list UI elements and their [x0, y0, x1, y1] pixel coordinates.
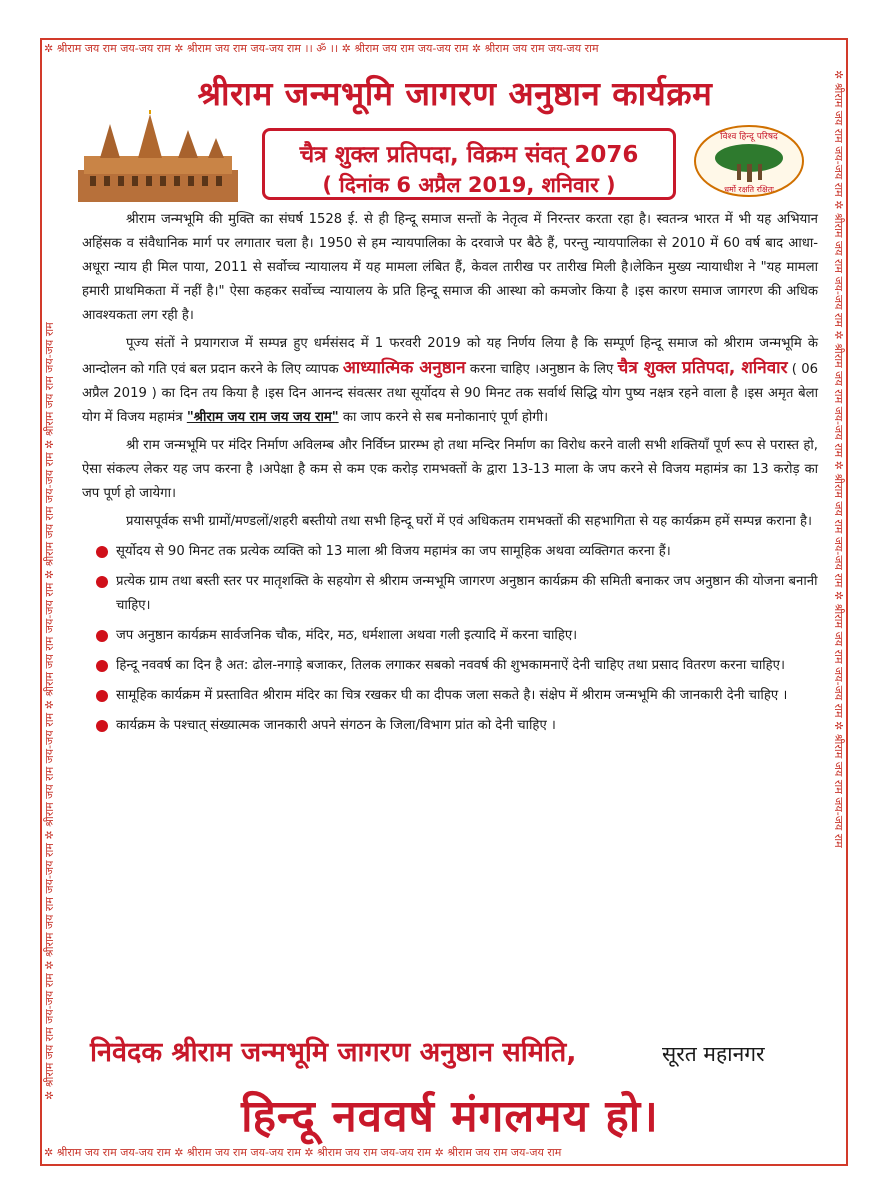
- bullet-dot-icon: [96, 576, 108, 588]
- vhp-banyan-tree-logo-icon: [693, 124, 805, 198]
- logo-bottom-text: धर्मो रक्षति रक्षितः: [724, 185, 774, 194]
- decision-text-b: करना चाहिए ।अनुष्ठान के लिए: [469, 362, 614, 377]
- guideline-list: [82, 540, 818, 738]
- decision-text-d: का जाप करने से सब मनोकानाएं पूर्ण होगी।: [342, 410, 549, 425]
- body-content: [82, 208, 818, 744]
- city-name: सूरत महानगर: [662, 1042, 765, 1066]
- list-item: सूर्योदय से 90 मिनट तक प्रत्येक व्यक्ति को 13 माला श्री विजय महामंत्र का जप सामूहिक अथवा व्यक्तिगत करना हैं।: [116, 540, 818, 564]
- bullet-dot-icon: [96, 660, 108, 672]
- bullet-dot-icon: [96, 630, 108, 642]
- vijay-mahamantra: "श्रीराम जय राम जय जय राम": [186, 410, 339, 425]
- decision-text-a: पूज्य संतों ने प्रयागराज में सम्पन्न हुए धर्मसंसद में 1 फरवरी 2019 को यह निर्णय लिया है कि सम्पूर्ण हिन्दू समाज को श्रीराम जन्मभूमि के आन्दोलन को गति एवं बल प्रदान करने के लिए व्यापक: [82, 336, 818, 377]
- border-chant-bottom: ✲ श्रीराम जय राम जय-जय राम ✲ श्रीराम जय राम जय-जय राम ✲ श्रीराम जय राम जय-जय राम ✲ श्रीराम जय राम जय-जय राम: [44, 1146, 562, 1159]
- bullet-dot-icon: [96, 546, 108, 558]
- border-chant-top: ✲ श्रीराम जय राम जय-जय राम ✲ श्रीराम जय राम जय-जय राम ।। ॐ ।। ✲ श्रीराम जय राम जय-जय राम ✲ श्रीराम जय राम जय-जय राम: [44, 42, 599, 55]
- date-line-samvat: चैत्र शुक्ल प्रतिपदा, विक्रम संवत् 2076: [299, 142, 639, 168]
- list-item: हिन्दू नववर्ष का दिन है अत: ढोल-नगाड़े बजाकर, तिलक लगाकर सबको नववर्ष की शुभकामनाऐं देनी चाहिए तथा प्रसाद वितरण करना चाहिए।: [116, 654, 818, 678]
- list-item: कार्यक्रम के पश्चात् संख्यात्मक जानकारी अपने संगठन के जिला/विभाग प्रांत को देनी चाहिए ।: [116, 714, 818, 738]
- list-item: सामूहिक कार्यक्रम में प्रस्तावित श्रीराम मंदिर का चित्र रखकर घी का दीपक जला सकते है। संक्षेप में श्रीराम जन्मभूमि की जानकारी देनी चाहिए ।: [116, 684, 818, 708]
- date-box: [262, 128, 676, 200]
- new-year-greeting: हिन्दू नववर्ष मंगलमय हो।: [241, 1091, 659, 1142]
- list-item: जप अनुष्ठान कार्यक्रम सार्वजनिक चौक, मंदिर, मठ, धर्मशाला अथवा गली इत्यादि में करना चाहिए।: [116, 624, 818, 648]
- decision-text-c: ( 06 अप्रैल 2019 ) का दिन तय किया है ।इस दिन आनन्द संवत्सर तथा सूर्योदय से 90 मिनट तक सर्वार्थ सिद्धि योग पुष्य नक्षत्र रहने वाला है ।इस अमृत बेला योग में विजय महामंत्र: [82, 362, 818, 425]
- list-item: प्रत्येक ग्राम तथा बस्ती स्तर पर मातृशक्ति के सहयोग से श्रीराम जन्मभूमि जागरण अनुष्ठान कार्यक्रम की समिती बनाकर जप अनुष्ठान की योजना बनानी चाहिए।: [116, 570, 818, 618]
- bullet-dot-icon: [96, 690, 108, 702]
- logo-top-text: विश्व हिन्दू परिषद: [720, 132, 778, 142]
- paragraph-sankalp: श्री राम जन्मभूमि पर मंदिर निर्माण अविलम्ब और निर्विघ्न प्रारम्भ हो तथा मन्दिर निर्माण का विरोध करने वाली सभी शक्तियाँ पूर्ण रूप से परास्त हो, ऐसा संकल्प लेकर यह जप करना है ।अपेक्षा है कम से कम एक करोड़ रामभक्तों के द्वारा 13-13 माला के जप करने से विजय महामंत्र का 13 करोड़ का जप पूर्ण हो जायेगा।: [82, 438, 818, 501]
- bullet-dot-icon: [96, 720, 108, 732]
- date-line-english: ( दिनांक 6 अप्रैल 2019, शनिवार ): [322, 173, 616, 197]
- page-title: श्रीराम जन्मभूमि जागरण अनुष्ठान कार्यक्रम: [197, 74, 713, 113]
- border-chant-right: ✲ श्रीराम जय राम जय-जय राम ✲ श्रीराम जय राम जय-जय राम ✲ श्रीराम जय राम जय-जय राम ✲ श्रीराम जय राम जय-जय राम ✲ श्रीराम जय राम जय-जय राम ✲ श्रीराम जय राम जय-जय राम: [832, 70, 845, 848]
- ram-mandir-model-icon: [78, 110, 238, 202]
- border-chant-left: ✲ श्रीराम जय राम जय-जय राम ✲ श्रीराम जय राम जय-जय राम ✲ श्रीराम जय राम जय-जय राम ✲ श्रीराम जय राम जय-जय राम ✲ श्रीराम जय राम जय-जय राम ✲ श्रीराम जय राम जय-जय राम: [43, 322, 56, 1100]
- highlight-spiritual-ritual: आध्यात्मिक अनुष्ठान: [342, 358, 466, 378]
- nivedak-line: निवेदक श्रीराम जन्मभूमि जागरण अनुष्ठान समिति,: [90, 1037, 577, 1068]
- paragraph-participation: प्रयासपूर्वक सभी ग्रामों/मण्डलों/शहरी बस्तीयो तथा सभी हिन्दू घरों में एवं अधिकतम रामभक्तों की सहभागिता से यह कार्यक्रम हमें सम्पन्न कराना है।: [126, 514, 812, 529]
- highlight-chaitra-date: चैत्र शुक्ल प्रतिपदा, शनिवार: [617, 358, 788, 378]
- paragraph-history: श्रीराम जन्मभूमि की मुक्ति का संघर्ष 1528 ई. से ही हिन्दू समाज सन्तों के नेतृत्व में निरन्तर करता रहा है। स्वतन्त्र भारत में भी यह अभियान अहिंसक व संवैधानिक मार्ग पर लगातार चला है। 1950 से हम न्यायपालिका के दरवाजे पर बैठे हैं, परन्तु न्यायपालिका से 2010 में 60 वर्ष बाद आधा-अधूरा न्याय ही मिल पाया, 2011 से सर्वोच्च न्यायालय में यह मामला लंबित हैं, केवल तारीख पर तारीख मिली है।लेकिन मुख्य न्यायाधीश ने "यह मामला हमारी प्राथमिकता में नहीं है।" ऐसा कहकर सर्वोच्च न्यायालय के प्रति हिन्दू समाज की आस्था को कमजोर किया है ।इस कारण समाज जागरण की अधिक आवश्यकता लग रही है।: [82, 212, 818, 323]
- paragraph-decision: [82, 332, 818, 430]
